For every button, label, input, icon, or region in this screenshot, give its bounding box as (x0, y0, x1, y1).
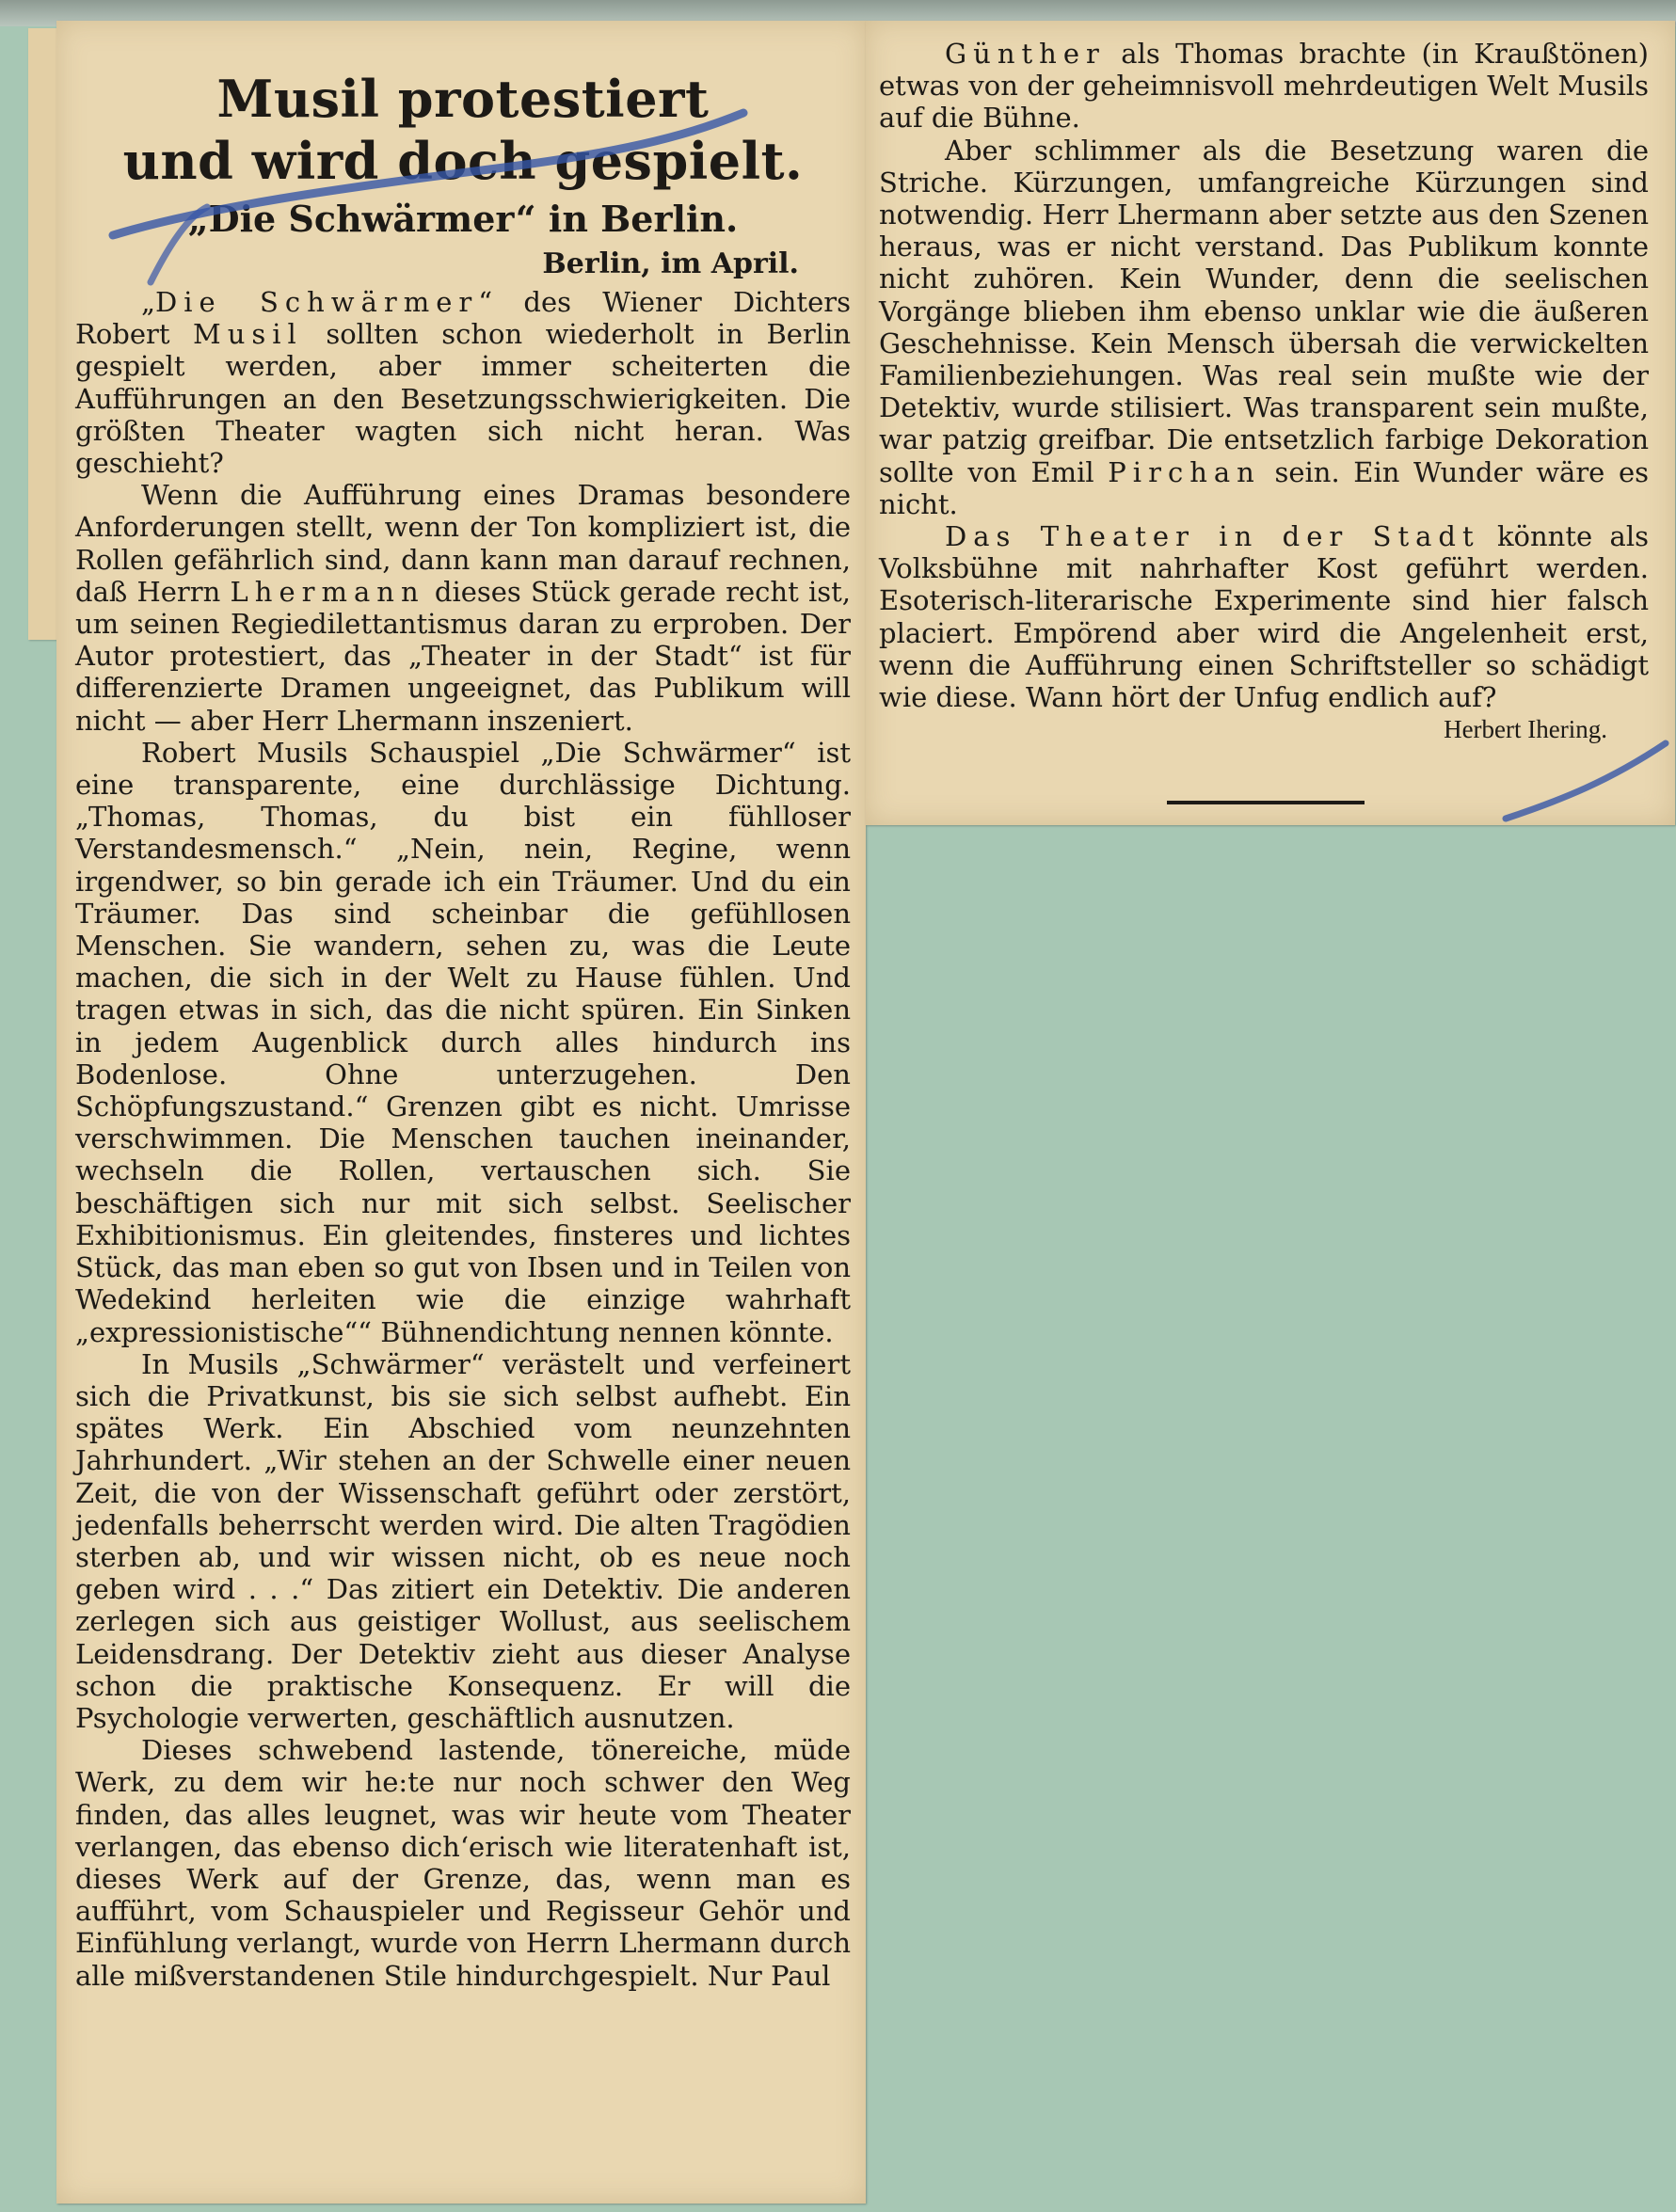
spaced-emphasis: Die Schwärmer (155, 286, 479, 318)
article-paragraph (879, 38, 1649, 135)
dateline: Berlin, im April. (542, 247, 799, 280)
article-paragraph (879, 520, 1649, 713)
paragraph-text: In Musils „Schwärmer“ verästelt und verfeinert sich die Privatkunst, bis sie sich selbst aufhebt. Ein spätes Werk. Ein Abschied vom neunzehnten Jahrhundert. „Wir stehen an der Schwelle einer neuen Zeit, die von der Wissenschaft geführt oder zerstört, jedenfalls beherrscht werden wird. Die alten Tragödien sterben ab, und wir wissen nicht, ob es neue noch geben wird . . .“ Das zitiert ein Detektiv. Die anderen zerlegen sich aus geistiger Wollust, aus seelischem Leidensdrang. Der Detektiv zieht aus dieser Analyse schon die praktische Konsequenz. Er will die Psychologie verwerten, geschäftlich ausnutzen. (75, 1347, 851, 1734)
article-paragraph (75, 1348, 851, 1734)
article-paragraph (75, 737, 851, 1348)
headline-line-2: und wird doch gespielt. (122, 131, 804, 191)
article-column-left (56, 21, 866, 2204)
paragraph-text: „ (141, 286, 156, 318)
paragraph-text: Robert Musils Schauspiel „Die Schwärmer“ ist eine transparente, eine durchlässige Dichtung. „Thomas, Thomas, du bist ein fühlloser Verstandesmensch.“ „Nein, nein, Regine, wenn irgendwer, so bin gerade ich ein Träumer. Und du ein Träumer. Das sind scheinbar die gefühllosen Menschen. Sie wandern, sehen zu, was die Leute machen, die sich in der Welt zu Hause fühlen. Und tragen etwas in sich, das die nicht spüren. Ein Sinken in jedem Augenblick durch alles hindurch ins Bodenlose. Ohne unterzugehen. Den Schöpfungszustand.“ Grenzen gibt es nicht. Umrisse verschwimmen. Die Menschen tauchen ineinander, wechseln die Rollen, vertauschen sich. Sie beschäftigen sich nur mit sich selbst. Seelischer Exhibitionismus. Ein gleitendes, finsteres und lichtes Stück, das man eben so gut von Ibsen und in Teilen von Wedekind herleiten wie die einzige wahrhaft „expressionistische““ Bühnendichtung nennen könnte. (75, 736, 851, 1348)
spaced-emphasis: Musil (193, 318, 303, 351)
paragraph-text: könnte als Volksbühne mit nahrhafter Kost geführt werden. Esoterisch-literarische Experimente sind hier falsch placiert. Empörend aber wird die Angelenheit erst, wenn die Aufführung einen Schriftsteller so schädigt wie diese. Wann hört der Unfug endlich auf? (879, 520, 1649, 714)
article-paragraph (75, 286, 851, 479)
subheadline: „Die Schwärmer“ in Berlin. (187, 198, 739, 240)
end-rule (1167, 801, 1365, 804)
paragraph-text: Aber schlimmer als die Besetzung waren die Striche. Kürzungen, umfangreiche Kürzungen sind notwendig. Herr Lhermann aber setzte aus den Szenen heraus, was er nicht verstand. Das Publikum konnte nicht zuhören. Kein Wunder, denn die seelischen Vorgänge blieben ihm ebenso unklar wie die äußeren Geschehnisse. Kein Mensch übersah die verwickelten Familienbeziehungen. Was real sein mußte wie der Detektiv, wurde stilisiert. Was transparent sein mußte, war patzig greifbar. Die entsetzlich farbige Dekoration sollte von Emil (879, 134, 1649, 488)
paragraph-text: Dieses schwebend lastende, tönereiche, müde Werk, zu dem wir he:te nur noch schwer den Weg finden, das alles leugnet, was wir heute vom Theater verlangen, das ebenso dich‘erisch wie literatenhaft ist, dieses Werk auf der Grenze, das, wenn man es aufführt, vom Schauspieler und Regisseur Gehör und Einfühlung verlangt, wurde von Herrn Lhermann durch alle mißverstandenen Stile hindurchgespielt. Nur Paul (75, 1734, 851, 1992)
signature-row (879, 713, 1649, 745)
paragraph-text: als Thomas brachte (in Kraußtönen) etwas von der geheimnisvoll mehrdeutigen Welt Musils auf die Bühne. (879, 38, 1649, 135)
article-paragraph (75, 1734, 851, 1992)
paragraph-text: sollten schon wiederholt in Berlin gespielt werden, aber immer scheiterten die Aufführungen an den Besetzungsschwierigkeiten. Die größten Theater wagten sich nicht heran. Was geschieht? (75, 318, 852, 480)
headline-line-1: Musil protestiert (216, 69, 710, 129)
paragraph-text: Wenn die Aufführung eines Dramas besondere Anforderungen stellt, wenn der Ton kompliziert ist, die Rollen gefährlich sind, dann kann man darauf rechnen, daß Herrn (75, 479, 851, 608)
article-paragraph (75, 479, 851, 737)
paragraph-text: dieses Stück gerade recht ist, um seinen Regiedilettantismus daran zu erproben. Der Autor protestiert, das „Theater in der Stadt“ ist für differenzierte Dramen ungeeignet, das Publikum will nicht — aber Herr Lhermann inszeniert. (75, 575, 851, 737)
paragraph-text: sein. Ein Wunder wäre es nicht. (879, 455, 1650, 520)
spaced-emphasis: Günther (945, 38, 1106, 70)
author-signature: Herbert Ihering. (1444, 715, 1607, 744)
left-paragraphs (75, 286, 851, 1992)
spaced-emphasis: Das Theater in der Stadt (945, 520, 1480, 553)
right-paragraphs (879, 38, 1649, 713)
article-paragraph (879, 135, 1649, 520)
article-column-right (866, 21, 1675, 825)
paragraph-text: “ des Wiener Dichters Robert (75, 286, 851, 351)
headline (75, 68, 851, 192)
spaced-emphasis: Lhermann (230, 575, 425, 608)
spaced-emphasis: Pirchan (1108, 455, 1261, 488)
